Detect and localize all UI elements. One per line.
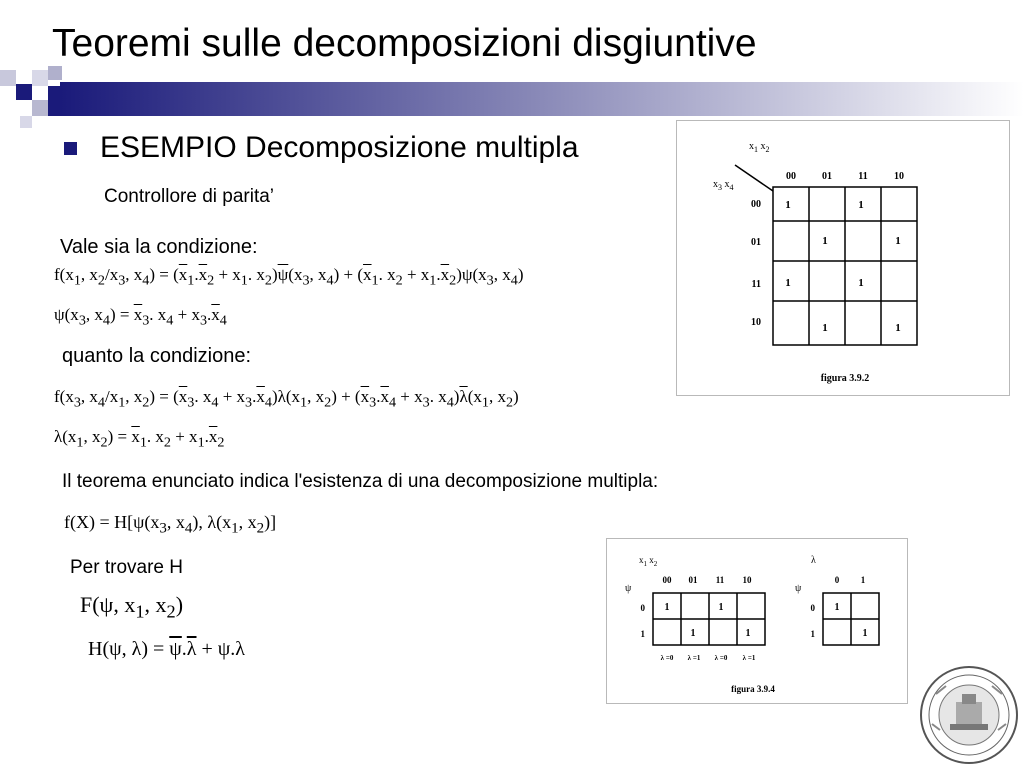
formula-f-decomp-2: $f(x_3$, $x_4/x_1$, $x_2) = (\overline{x}_3$. $x_4 + x_3.\overline{x}_4)\lambda(x_1$, $x_2) + (\overline{x}_3.\overline{x}_4 + x_3$. $x_4)\overline{\lambda}(x_1$, $x_2$) xyxy=(54,387,519,411)
kmap-cell: 1 xyxy=(785,277,791,289)
row-var-label: $x_3$ $x_4$ xyxy=(713,179,734,192)
karnaugh-maps-psi-lambda xyxy=(607,539,907,703)
row-header: 0 xyxy=(640,603,645,613)
col-header: 0 xyxy=(834,575,840,585)
condition-2-label: quanto la condizione: xyxy=(62,345,252,367)
kmap-cell: 1 xyxy=(834,602,840,613)
kmap-cell: 1 xyxy=(895,322,901,334)
formula-lambda: $\lambda(x_1$, $x_2) = \overline{x}_1$. $x_2 + x_1.\overline{x}_2$ xyxy=(54,427,225,451)
figure-3-9-4 xyxy=(606,538,908,704)
row-var-label: ψ xyxy=(795,583,802,594)
theorem-text: Il teorema enunciato indica l'esistenza di una decomposizione multipla: xyxy=(62,471,659,492)
formula-multiple-decomposition: $f(X) = H[\psi(x_3$, $x_4$), $\lambda(x_1$, $x_2$)] xyxy=(64,512,277,537)
row-header: 1 xyxy=(810,629,815,639)
lambda-label: λ =1 xyxy=(742,654,756,662)
col-header: 10 xyxy=(894,171,904,182)
kmap-cell: 1 xyxy=(862,628,868,639)
kmap-cell: 1 xyxy=(858,199,864,211)
col-header: 01 xyxy=(822,171,832,182)
lambda-label: λ =0 xyxy=(714,654,728,662)
col-header: 11 xyxy=(715,575,725,585)
condition-1-label: Vale sia la condizione: xyxy=(60,236,258,258)
kmap-cell: 1 xyxy=(690,628,696,639)
col-header: 10 xyxy=(742,575,752,585)
subtitle: Controllore di parita’ xyxy=(104,186,275,207)
col-var-label: $x_1$ $x_2$ xyxy=(749,141,770,154)
row-header: 00 xyxy=(751,199,761,210)
slide-title: Teoremi sulle decomposizioni disgiuntive xyxy=(52,22,757,65)
col-header: 00 xyxy=(786,171,796,182)
figure-caption: figura 3.9.2 xyxy=(820,373,870,384)
kmap-cell: 1 xyxy=(822,322,828,334)
bullet-square-icon xyxy=(64,142,77,155)
formula-F: F(ψ, $x_1$, $x_2$) xyxy=(80,592,184,622)
row-header: 0 xyxy=(810,603,815,613)
col-var-label: λ xyxy=(811,555,816,566)
kmap-cell: 1 xyxy=(664,602,670,613)
row-header: 10 xyxy=(751,317,761,328)
lambda-label: λ =1 xyxy=(687,654,701,662)
figure-caption: figura 3.9.4 xyxy=(731,684,775,694)
kmap-cell: 1 xyxy=(822,235,828,247)
lambda-label: λ =0 xyxy=(660,654,674,662)
example-heading: ESEMPIO Decomposizione multipla xyxy=(100,131,579,164)
university-seal-logo xyxy=(916,664,1022,766)
figure-3-9-2 xyxy=(676,120,1010,396)
kmap-cell: 1 xyxy=(785,199,791,211)
find-h-label: Per trovare H xyxy=(70,557,183,578)
kmap-cell: 1 xyxy=(858,277,864,289)
row-header: 01 xyxy=(751,237,761,248)
col-header: 01 xyxy=(688,575,698,585)
kmap-cell: 1 xyxy=(718,602,724,613)
kmap-cell: 1 xyxy=(895,235,901,247)
col-var-label: $x_1$ $x_2$ xyxy=(639,555,658,568)
kmap-cell: 1 xyxy=(745,628,751,639)
formula-psi: $\psi(x_3$, $x_4) = \overline{x}_3$. $x_4 + x_3.\overline{x}_4$ xyxy=(54,305,227,329)
col-header: 00 xyxy=(662,575,672,585)
formula-f-decomp-1: $f(x_1$, $x_2/x_3$, $x_4) = (\overline{x}_1.\overline{x}_2 + x_1$. $x_2)\overline{\psi}(x_3$, $x_4) + (\overline{x}_1$. $x_2 + x_1.\overline{x}_2)\psi(x_3$, $x_4$) xyxy=(54,265,524,289)
row-header: 11 xyxy=(751,279,761,290)
col-header: 1 xyxy=(860,575,866,585)
row-header: 1 xyxy=(640,629,645,639)
karnaugh-map-4var xyxy=(677,121,1009,395)
formula-H: H(ψ, $\lambda) = \overline{\psi}.\overline{\lambda} + \psi.\lambda$ xyxy=(88,638,245,660)
col-header: 11 xyxy=(858,171,868,182)
row-var-label: ψ xyxy=(625,583,632,594)
